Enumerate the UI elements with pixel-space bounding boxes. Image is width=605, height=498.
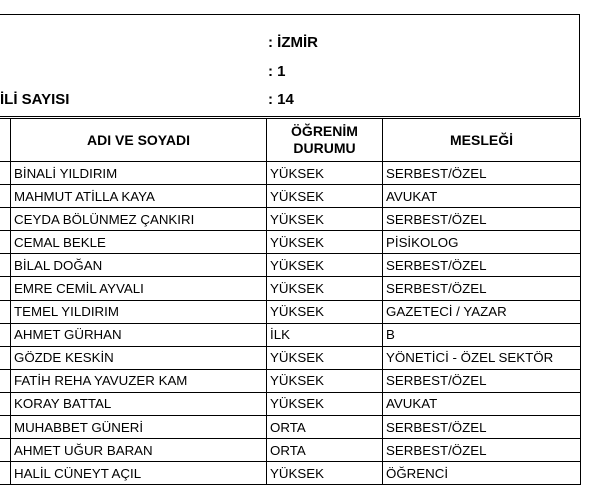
education-cell: YÜKSEK — [267, 346, 383, 369]
profession-cell: SERBEST/ÖZEL — [383, 416, 581, 439]
table-row — [0, 231, 581, 254]
table-row — [0, 208, 581, 231]
education-cell: YÜKSEK — [267, 300, 383, 323]
row-index-cell — [0, 185, 11, 208]
row-index-cell — [0, 254, 11, 277]
table-row — [0, 346, 581, 369]
row-index-cell — [0, 416, 11, 439]
row-index-cell — [0, 231, 11, 254]
table-row — [0, 185, 581, 208]
members-table — [0, 118, 581, 485]
name-cell: AHMET UĞUR BARAN — [11, 439, 267, 462]
table-row — [0, 277, 581, 300]
education-cell: YÜKSEK — [267, 462, 383, 485]
table-row — [0, 369, 581, 392]
profession-cell: GAZETECİ / YAZAR — [383, 300, 581, 323]
education-cell: YÜKSEK — [267, 254, 383, 277]
name-cell: TEMEL YILDIRIM — [11, 300, 267, 323]
row-index-cell — [0, 323, 11, 346]
row-index-cell — [0, 208, 11, 231]
profession-cell: SERBEST/ÖZEL — [383, 208, 581, 231]
header-name: ADI VE SOYADI — [11, 119, 267, 162]
name-cell: MAHMUT ATİLLA KAYA — [11, 185, 267, 208]
education-cell: YÜKSEK — [267, 369, 383, 392]
row-index-cell — [0, 162, 11, 185]
table-row — [0, 323, 581, 346]
name-cell: HALİL CÜNEYT AÇIL — [11, 462, 267, 485]
education-cell: YÜKSEK — [267, 208, 383, 231]
profession-cell: SERBEST/ÖZEL — [383, 162, 581, 185]
table-header-row — [0, 119, 581, 162]
profession-cell: SERBEST/ÖZEL — [383, 277, 581, 300]
header-province-value: : İZMİR — [268, 34, 318, 51]
name-cell: BİLAL DOĞAN — [11, 254, 267, 277]
name-cell: AHMET GÜRHAN — [11, 323, 267, 346]
table-row — [0, 162, 581, 185]
header-education: ÖĞRENİM DURUMU — [267, 119, 383, 162]
header-count-value: : 14 — [268, 91, 294, 108]
row-index-cell — [0, 277, 11, 300]
profession-cell: YÖNETİCİ - ÖZEL SEKTÖR — [383, 346, 581, 369]
name-cell: EMRE CEMİL AYVALI — [11, 277, 267, 300]
row-index-cell — [0, 439, 11, 462]
row-index-cell — [0, 462, 11, 485]
profession-cell: B — [383, 323, 581, 346]
education-cell: YÜKSEK — [267, 392, 383, 415]
name-cell: MUHABBET GÜNERİ — [11, 416, 267, 439]
education-cell: ORTA — [267, 439, 383, 462]
education-cell: YÜKSEK — [267, 277, 383, 300]
education-cell: YÜKSEK — [267, 231, 383, 254]
profession-cell: SERBEST/ÖZEL — [383, 439, 581, 462]
header-cell-index — [0, 119, 11, 162]
education-cell: YÜKSEK — [267, 185, 383, 208]
name-cell: CEYDA BÖLÜNMEZ ÇANKIRI — [11, 208, 267, 231]
profession-cell: ÖĞRENCİ — [383, 462, 581, 485]
profession-cell: SERBEST/ÖZEL — [383, 369, 581, 392]
name-cell: FATİH REHA YAVUZER KAM — [11, 369, 267, 392]
table-row — [0, 300, 581, 323]
row-index-cell — [0, 369, 11, 392]
header-count-label: İLİ SAYISI — [0, 91, 70, 108]
table-row — [0, 416, 581, 439]
row-index-cell — [0, 392, 11, 415]
name-cell: KORAY BATTAL — [11, 392, 267, 415]
profession-cell: AVUKAT — [383, 185, 581, 208]
profession-cell: SERBEST/ÖZEL — [383, 254, 581, 277]
name-cell: GÖZDE KESKİN — [11, 346, 267, 369]
table-row — [0, 392, 581, 415]
row-index-cell — [0, 300, 11, 323]
header-district-value: : 1 — [268, 63, 286, 80]
profession-cell: PİSİKOLOG — [383, 231, 581, 254]
name-cell: CEMAL BEKLE — [11, 231, 267, 254]
education-cell: YÜKSEK — [267, 162, 383, 185]
profession-cell: AVUKAT — [383, 392, 581, 415]
table-row — [0, 254, 581, 277]
education-cell: ORTA — [267, 416, 383, 439]
row-index-cell — [0, 346, 11, 369]
table-row — [0, 462, 581, 485]
education-cell: İLK — [267, 323, 383, 346]
name-cell: BİNALİ YILDIRIM — [11, 162, 267, 185]
header-profession: MESLEĞİ — [383, 119, 581, 162]
table-row — [0, 439, 581, 462]
